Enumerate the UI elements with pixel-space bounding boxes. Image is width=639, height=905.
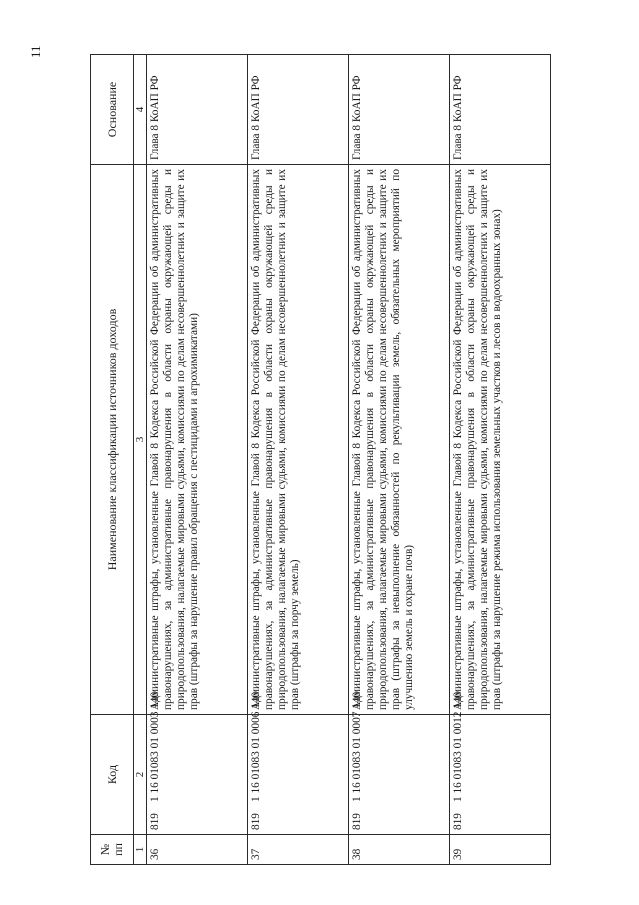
table-row	[349, 55, 450, 865]
classification-code: 1 16 01083 01 0007 140	[351, 691, 363, 802]
revenue-code	[147, 691, 248, 835]
column-number: 1	[134, 835, 147, 865]
header-code: Код	[91, 715, 134, 835]
header-basis: Основание	[91, 55, 134, 165]
row-number: 39	[450, 835, 551, 865]
row-number: 38	[349, 835, 450, 865]
legal-basis: Глава 8 КоАП РФ	[248, 55, 349, 165]
column-number: 2	[134, 715, 147, 835]
legal-basis: Глава 8 КоАП РФ	[147, 55, 248, 165]
revenue-name: Административные штрафы, установленные Главой 8 Кодекса Российской Федерации об административных правонарушениях, за административные правонарушения в области охраны окружающей среды и природопользования, налагаемые мировыми судьями, комиссиями по делам несовершеннолетних и защите их прав (штрафы за нарушение режима использования земельных участков и лесов в водоохранных зонах)	[450, 165, 551, 715]
header-no: № пп	[91, 835, 134, 865]
revenue-name: Административные штрафы, установленные Главой 8 Кодекса Российской Федерации об административных правонарушениях, за административные правонарушения в области охраны окружающей среды и природопользования, налагаемые мировыми судьями, комиссиями по делам несовершеннолетних и защите их прав (штрафы за нарушение правил обращения с пестицидами и агрохимикатами)	[147, 165, 248, 715]
revenue-name: Административные штрафы, установленные Главой 8 Кодекса Российской Федерации об административных правонарушениях, за административные правонарушения в области охраны окружающей среды и природопользования, налагаемые мировыми судьями, комиссиями по делам несовершеннолетних и защите их прав (штрафы за невыполнение обязанностей по рекультивации земель, обязательных мероприятий по улучшению земель и охране почв)	[349, 165, 450, 715]
table-row	[147, 55, 248, 865]
revenue-name: Административные штрафы, установленные Главой 8 Кодекса Российской Федерации об административных правонарушениях, за административные правонарушения в области охраны окружающей среды и природопользования, налагаемые мировыми судьями, комиссиями по делам несовершеннолетних и защите их прав (штрафы за порчу земель)	[248, 165, 349, 715]
classification-code: 1 16 01083 01 0006 140	[250, 691, 262, 802]
classification-code: 1 16 01083 01 0012 140	[452, 691, 464, 802]
row-number: 37	[248, 835, 349, 865]
revenue-classification-table	[90, 54, 551, 865]
document-sheet	[90, 55, 503, 865]
column-number: 3	[134, 165, 147, 715]
revenue-code	[349, 691, 450, 835]
admin-code: 819	[351, 813, 363, 830]
column-number: 4	[134, 55, 147, 165]
page-number: 11	[28, 45, 43, 58]
table-header-row	[91, 55, 134, 865]
classification-code: 1 16 01083 01 0003 140	[149, 691, 161, 802]
revenue-code	[248, 691, 349, 835]
admin-code: 819	[250, 813, 262, 830]
legal-basis: Глава 8 КоАП РФ	[349, 55, 450, 165]
admin-code: 819	[452, 813, 464, 830]
admin-code: 819	[149, 813, 161, 830]
column-number-row	[134, 55, 147, 865]
table-row	[450, 55, 551, 865]
legal-basis: Глава 8 КоАП РФ	[450, 55, 551, 165]
table-row	[248, 55, 349, 865]
revenue-code	[450, 691, 551, 835]
header-name: Наименование классификации источников доходов	[91, 165, 134, 715]
row-number: 36	[147, 835, 248, 865]
